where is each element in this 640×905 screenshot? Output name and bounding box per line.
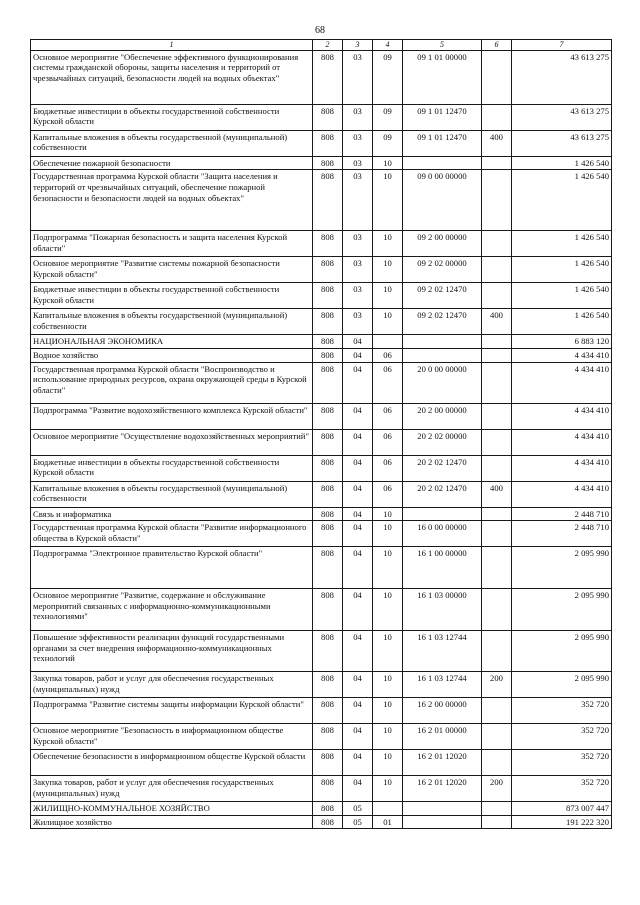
- row-expense-type: [482, 547, 512, 589]
- table-row: [31, 50, 612, 104]
- row-admin-code: 808: [313, 348, 343, 362]
- row-name: Жилищное хозяйство: [31, 815, 313, 829]
- row-admin-code: 808: [313, 231, 343, 257]
- row-subsection-code: 06: [373, 429, 403, 455]
- row-subsection-code: 06: [373, 362, 403, 403]
- row-admin-code: 808: [313, 589, 343, 631]
- row-amount: 2 095 990: [512, 547, 612, 589]
- row-expense-type: [482, 631, 512, 672]
- row-section-code: 03: [343, 309, 373, 335]
- row-name: Основное мероприятие "Обеспечение эффективного функционирования системы гражданской обороны, защиты населения и территорий от чрезвычайных ситуаций, безопасности людей на водных объектах": [31, 50, 313, 104]
- row-expense-type: [482, 50, 512, 104]
- row-subsection-code: 01: [373, 815, 403, 829]
- row-section-code: 04: [343, 481, 373, 507]
- row-target-code: 20 2 02 12470: [403, 455, 482, 481]
- table-row: [31, 257, 612, 283]
- row-amount: 2 448 710: [512, 521, 612, 547]
- row-amount: 352 720: [512, 750, 612, 776]
- row-expense-type: [482, 348, 512, 362]
- row-admin-code: 808: [313, 547, 343, 589]
- row-admin-code: 808: [313, 257, 343, 283]
- row-target-code: [403, 348, 482, 362]
- row-expense-type: [482, 455, 512, 481]
- row-amount: 4 434 410: [512, 481, 612, 507]
- row-expense-type: [482, 521, 512, 547]
- row-section-code: 04: [343, 631, 373, 672]
- row-amount: 4 434 410: [512, 455, 612, 481]
- row-admin-code: 808: [313, 750, 343, 776]
- row-subsection-code: 10: [373, 776, 403, 802]
- row-name: Основное мероприятие "Осуществление водохозяйственных мероприятий": [31, 429, 313, 455]
- row-subsection-code: 10: [373, 257, 403, 283]
- row-amount: 4 434 410: [512, 348, 612, 362]
- row-subsection-code: 06: [373, 481, 403, 507]
- header-cell: 4: [373, 40, 403, 51]
- row-subsection-code: 06: [373, 403, 403, 429]
- row-section-code: 04: [343, 672, 373, 698]
- row-name: Капитальные вложения в объекты государственной (муниципальной) собственности: [31, 481, 313, 507]
- table-row: [31, 429, 612, 455]
- row-admin-code: 808: [313, 631, 343, 672]
- row-target-code: 09 1 01 12470: [403, 104, 482, 130]
- row-admin-code: 808: [313, 335, 343, 349]
- row-target-code: 09 1 01 12470: [403, 130, 482, 156]
- row-section-code: 03: [343, 50, 373, 104]
- table-row: [31, 403, 612, 429]
- row-section-code: 04: [343, 521, 373, 547]
- table-row: [31, 631, 612, 672]
- row-expense-type: [482, 283, 512, 309]
- row-name: Повышение эффективности реализации функций государственными органами за счет внедрения информационно-коммуникационных технологий: [31, 631, 313, 672]
- row-target-code: [403, 335, 482, 349]
- table-row: [31, 547, 612, 589]
- row-name: Основное мероприятие "Развитие, содержание и обслуживание мероприятий связанных с информационно-коммуникационными технологиями": [31, 589, 313, 631]
- table-row: [31, 776, 612, 802]
- row-admin-code: 808: [313, 170, 343, 231]
- row-section-code: 05: [343, 815, 373, 829]
- row-subsection-code: 06: [373, 348, 403, 362]
- row-section-code: 04: [343, 750, 373, 776]
- row-subsection-code: 10: [373, 672, 403, 698]
- row-amount: 2 448 710: [512, 507, 612, 521]
- table-body: [31, 40, 612, 829]
- row-section-code: 03: [343, 104, 373, 130]
- row-subsection-code: 10: [373, 698, 403, 724]
- row-target-code: 09 2 00 00000: [403, 231, 482, 257]
- row-target-code: 16 1 03 12744: [403, 672, 482, 698]
- row-section-code: 03: [343, 156, 373, 170]
- row-amount: 1 426 540: [512, 283, 612, 309]
- row-expense-type: 400: [482, 309, 512, 335]
- row-subsection-code: 10: [373, 309, 403, 335]
- row-target-code: [403, 815, 482, 829]
- row-subsection-code: 10: [373, 507, 403, 521]
- row-section-code: 04: [343, 724, 373, 750]
- row-target-code: [403, 156, 482, 170]
- row-target-code: 20 2 02 12470: [403, 481, 482, 507]
- row-section-code: 03: [343, 170, 373, 231]
- row-subsection-code: [373, 802, 403, 816]
- row-target-code: 09 2 02 00000: [403, 257, 482, 283]
- header-cell: 7: [512, 40, 612, 51]
- table-row: [31, 362, 612, 403]
- row-target-code: 09 2 02 12470: [403, 309, 482, 335]
- row-amount: 6 883 120: [512, 335, 612, 349]
- row-name: Обеспечение пожарной безопасности: [31, 156, 313, 170]
- row-name: ЖИЛИЩНО-КОММУНАЛЬНОЕ ХОЗЯЙСТВО: [31, 802, 313, 816]
- row-expense-type: 200: [482, 776, 512, 802]
- row-amount: 191 222 320: [512, 815, 612, 829]
- row-expense-type: [482, 231, 512, 257]
- row-expense-type: [482, 403, 512, 429]
- row-amount: 4 434 410: [512, 362, 612, 403]
- row-expense-type: [482, 507, 512, 521]
- header-cell: 1: [31, 40, 313, 51]
- row-name: Капитальные вложения в объекты государственной (муниципальной) собственности: [31, 130, 313, 156]
- table-row: [31, 724, 612, 750]
- row-target-code: 09 0 00 00000: [403, 170, 482, 231]
- row-name: Подпрограмма "Пожарная безопасность и защита населения Курской области": [31, 231, 313, 257]
- row-name: Подпрограмма "Электронное правительство Курской области": [31, 547, 313, 589]
- row-section-code: 04: [343, 776, 373, 802]
- row-subsection-code: 10: [373, 156, 403, 170]
- row-expense-type: 400: [482, 130, 512, 156]
- row-admin-code: 808: [313, 802, 343, 816]
- row-name: Бюджетные инвестиции в объекты государственной собственности Курской области: [31, 283, 313, 309]
- row-amount: 1 426 540: [512, 170, 612, 231]
- row-expense-type: [482, 257, 512, 283]
- row-section-code: 04: [343, 348, 373, 362]
- row-section-code: 03: [343, 231, 373, 257]
- row-section-code: 04: [343, 429, 373, 455]
- row-amount: 873 007 447: [512, 802, 612, 816]
- row-expense-type: [482, 335, 512, 349]
- row-amount: 1 426 540: [512, 156, 612, 170]
- table-row: [31, 815, 612, 829]
- row-amount: 2 095 990: [512, 589, 612, 631]
- row-admin-code: 808: [313, 104, 343, 130]
- row-expense-type: [482, 170, 512, 231]
- header-cell: 3: [343, 40, 373, 51]
- row-section-code: 04: [343, 455, 373, 481]
- row-subsection-code: 10: [373, 750, 403, 776]
- row-section-code: 03: [343, 130, 373, 156]
- page-number: 68: [315, 25, 325, 36]
- row-admin-code: 808: [313, 429, 343, 455]
- row-subsection-code: 09: [373, 130, 403, 156]
- row-expense-type: [482, 156, 512, 170]
- row-amount: 43 613 275: [512, 130, 612, 156]
- table-row: [31, 170, 612, 231]
- row-admin-code: 808: [313, 130, 343, 156]
- row-target-code: 16 1 03 12744: [403, 631, 482, 672]
- table-row: [31, 507, 612, 521]
- row-target-code: 16 2 01 12020: [403, 750, 482, 776]
- row-amount: 2 095 990: [512, 631, 612, 672]
- row-subsection-code: 10: [373, 724, 403, 750]
- row-subsection-code: 10: [373, 547, 403, 589]
- row-expense-type: 200: [482, 672, 512, 698]
- row-amount: 4 434 410: [512, 429, 612, 455]
- table-row: [31, 672, 612, 698]
- table-row: [31, 750, 612, 776]
- row-name: Бюджетные инвестиции в объекты государственной собственности Курской области: [31, 104, 313, 130]
- row-admin-code: 808: [313, 50, 343, 104]
- row-admin-code: 808: [313, 309, 343, 335]
- row-section-code: 04: [343, 547, 373, 589]
- table-row: [31, 335, 612, 349]
- row-name: НАЦИОНАЛЬНАЯ ЭКОНОМИКА: [31, 335, 313, 349]
- row-section-code: 05: [343, 802, 373, 816]
- row-target-code: 16 2 01 00000: [403, 724, 482, 750]
- row-section-code: 04: [343, 403, 373, 429]
- row-amount: 2 095 990: [512, 672, 612, 698]
- column-number-header: [31, 40, 612, 51]
- row-admin-code: 808: [313, 521, 343, 547]
- table-row: [31, 589, 612, 631]
- row-admin-code: 808: [313, 455, 343, 481]
- row-admin-code: 808: [313, 403, 343, 429]
- row-expense-type: [482, 362, 512, 403]
- row-name: Закупка товаров, работ и услуг для обеспечения государственных (муниципальных) нужд: [31, 672, 313, 698]
- row-subsection-code: 10: [373, 521, 403, 547]
- row-target-code: 09 1 01 00000: [403, 50, 482, 104]
- row-admin-code: 808: [313, 283, 343, 309]
- row-subsection-code: 10: [373, 631, 403, 672]
- row-name: Бюджетные инвестиции в объекты государственной собственности Курской области: [31, 455, 313, 481]
- row-admin-code: 808: [313, 156, 343, 170]
- table-row: [31, 283, 612, 309]
- row-name: Основное мероприятие "Развитие системы пожарной безопасности Курской области": [31, 257, 313, 283]
- row-target-code: 16 1 03 00000: [403, 589, 482, 631]
- row-name: Связь и информатика: [31, 507, 313, 521]
- row-target-code: 16 0 00 00000: [403, 521, 482, 547]
- row-expense-type: 400: [482, 481, 512, 507]
- table-row: [31, 521, 612, 547]
- row-expense-type: [482, 589, 512, 631]
- row-admin-code: 808: [313, 362, 343, 403]
- row-subsection-code: 10: [373, 170, 403, 231]
- row-amount: 1 426 540: [512, 309, 612, 335]
- row-target-code: 16 2 01 12020: [403, 776, 482, 802]
- row-admin-code: 808: [313, 698, 343, 724]
- table-row: [31, 156, 612, 170]
- row-name: Государственная программа Курской области "Развитие информационного общества в Курской области": [31, 521, 313, 547]
- row-name: Капитальные вложения в объекты государственной (муниципальной) собственности: [31, 309, 313, 335]
- row-target-code: 20 2 02 00000: [403, 429, 482, 455]
- table-row: [31, 455, 612, 481]
- row-subsection-code: [373, 335, 403, 349]
- header-cell: 6: [482, 40, 512, 51]
- budget-table: [30, 39, 612, 829]
- row-amount: 43 613 275: [512, 104, 612, 130]
- row-amount: 352 720: [512, 698, 612, 724]
- row-subsection-code: 09: [373, 50, 403, 104]
- row-expense-type: [482, 698, 512, 724]
- row-target-code: 09 2 02 12470: [403, 283, 482, 309]
- row-subsection-code: 09: [373, 104, 403, 130]
- table-row: [31, 104, 612, 130]
- row-expense-type: [482, 104, 512, 130]
- row-section-code: 04: [343, 698, 373, 724]
- row-section-code: 04: [343, 507, 373, 521]
- table-row: [31, 130, 612, 156]
- row-amount: 4 434 410: [512, 403, 612, 429]
- row-section-code: 04: [343, 362, 373, 403]
- row-subsection-code: 06: [373, 455, 403, 481]
- row-admin-code: 808: [313, 815, 343, 829]
- header-cell: 2: [313, 40, 343, 51]
- row-amount: 43 613 275: [512, 50, 612, 104]
- row-target-code: [403, 802, 482, 816]
- row-name: Основное мероприятие "Безопасность в информационном обществе Курской области": [31, 724, 313, 750]
- row-amount: 1 426 540: [512, 231, 612, 257]
- table-row: [31, 698, 612, 724]
- table-row: [31, 231, 612, 257]
- row-amount: 352 720: [512, 776, 612, 802]
- row-admin-code: 808: [313, 724, 343, 750]
- row-section-code: 04: [343, 335, 373, 349]
- row-name: Обеспечение безопасности в информационном обществе Курской области: [31, 750, 313, 776]
- row-expense-type: [482, 750, 512, 776]
- row-name: Подпрограмма "Развитие водохозяйственного комплекса Курской области": [31, 403, 313, 429]
- row-expense-type: [482, 429, 512, 455]
- row-admin-code: 808: [313, 481, 343, 507]
- row-expense-type: [482, 815, 512, 829]
- row-target-code: 16 1 00 00000: [403, 547, 482, 589]
- row-name: Государственная программа Курской области "Защита населения и территорий от чрезвычайных ситуаций, обеспечение пожарной безопасности и безопасности людей на водных объектах": [31, 170, 313, 231]
- table-row: [31, 481, 612, 507]
- row-name: Подпрограмма "Развитие системы защиты информации Курской области": [31, 698, 313, 724]
- row-target-code: [403, 507, 482, 521]
- row-expense-type: [482, 802, 512, 816]
- table-row: [31, 802, 612, 816]
- header-cell: 5: [403, 40, 482, 51]
- table-row: [31, 309, 612, 335]
- row-admin-code: 808: [313, 672, 343, 698]
- row-subsection-code: 10: [373, 589, 403, 631]
- row-section-code: 03: [343, 257, 373, 283]
- row-amount: 1 426 540: [512, 257, 612, 283]
- row-target-code: 16 2 00 00000: [403, 698, 482, 724]
- row-section-code: 03: [343, 283, 373, 309]
- table-row: [31, 348, 612, 362]
- row-expense-type: [482, 724, 512, 750]
- row-name: Государственная программа Курской области "Воспроизводство и использование природных ресурсов, охрана окружающей среды в Курской области": [31, 362, 313, 403]
- row-section-code: 04: [343, 589, 373, 631]
- row-target-code: 20 2 00 00000: [403, 403, 482, 429]
- row-name: Закупка товаров, работ и услуг для обеспечения государственных (муниципальных) нужд: [31, 776, 313, 802]
- row-amount: 352 720: [512, 724, 612, 750]
- row-admin-code: 808: [313, 507, 343, 521]
- row-subsection-code: 10: [373, 283, 403, 309]
- row-name: Водное хозяйство: [31, 348, 313, 362]
- row-subsection-code: 10: [373, 231, 403, 257]
- row-admin-code: 808: [313, 776, 343, 802]
- row-target-code: 20 0 00 00000: [403, 362, 482, 403]
